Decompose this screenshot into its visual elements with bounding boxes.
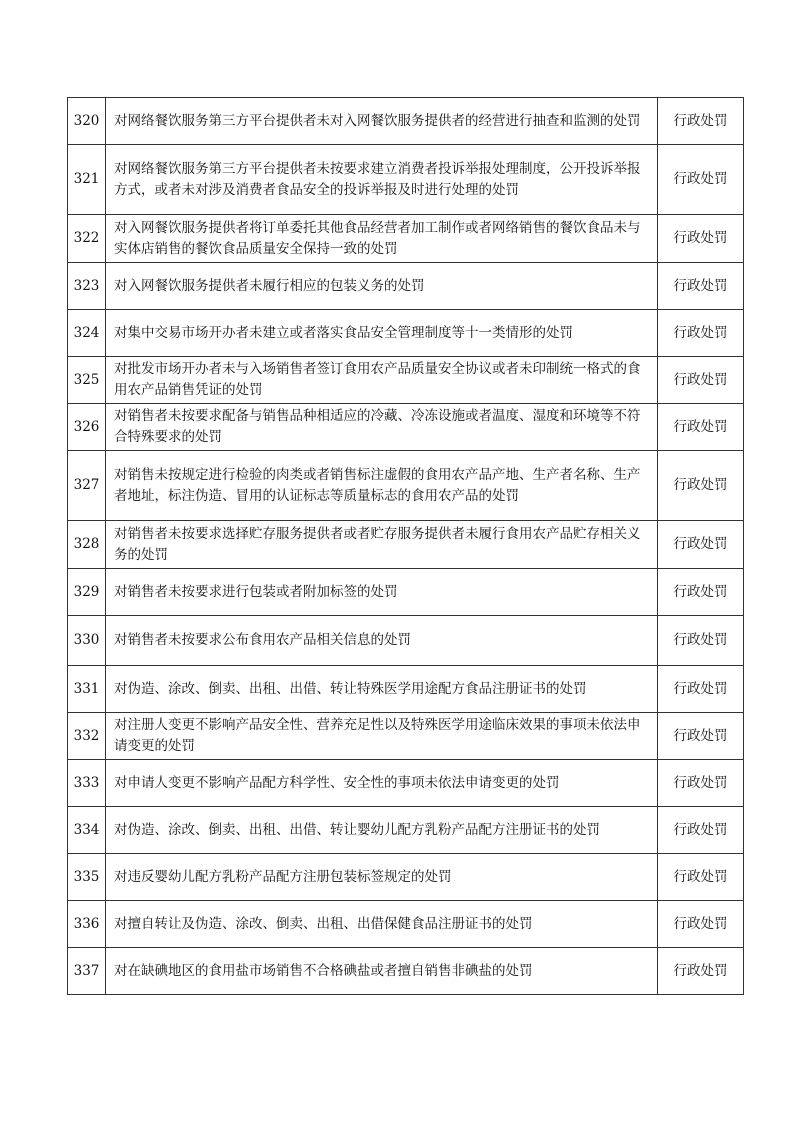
row-number: 337 <box>68 948 106 995</box>
table-row <box>68 451 744 521</box>
row-category: 行政处罚 <box>658 451 744 521</box>
row-description: 对销售者未按要求选择贮存服务提供者或者贮存服务提供者未履行食用农产品贮存相关义务的处罚 <box>106 521 658 569</box>
row-description: 对集中交易市场开办者未建立或者落实食品安全管理制度等十一类情形的处罚 <box>106 310 658 357</box>
row-category: 行政处罚 <box>658 760 744 807</box>
row-number: 336 <box>68 901 106 948</box>
table-row <box>68 948 744 995</box>
table-row <box>68 98 744 145</box>
row-number: 320 <box>68 98 106 145</box>
table-row <box>68 854 744 901</box>
row-number: 326 <box>68 404 106 451</box>
row-description: 对擅自转让及伪造、涂改、倒卖、出租、出借保健食品注册证书的处罚 <box>106 901 658 948</box>
row-category: 行政处罚 <box>658 948 744 995</box>
row-number: 327 <box>68 451 106 521</box>
table-row <box>68 404 744 451</box>
table-row <box>68 263 744 310</box>
row-description: 对伪造、涂改、倒卖、出租、出借、转让婴幼儿配方乳粉产品配方注册证书的处罚 <box>106 807 658 854</box>
row-description: 对注册人变更不影响产品安全性、营养充足性以及特殊医学用途临床效果的事项未依法申请变更的处罚 <box>106 713 658 760</box>
row-number: 323 <box>68 263 106 310</box>
row-category: 行政处罚 <box>658 713 744 760</box>
row-category: 行政处罚 <box>658 404 744 451</box>
row-number: 335 <box>68 854 106 901</box>
table-row <box>68 760 744 807</box>
row-category: 行政处罚 <box>658 357 744 404</box>
row-category: 行政处罚 <box>658 807 744 854</box>
row-number: 332 <box>68 713 106 760</box>
row-category: 行政处罚 <box>658 616 744 666</box>
row-description: 对网络餐饮服务第三方平台提供者未按要求建立消费者投诉举报处理制度，公开投诉举报方式，或者未对涉及消费者食品安全的投诉举报及时进行处理的处罚 <box>106 145 658 215</box>
table-row <box>68 310 744 357</box>
table-row <box>68 713 744 760</box>
table-row <box>68 616 744 666</box>
row-category: 行政处罚 <box>658 854 744 901</box>
penalty-items-table <box>67 97 744 995</box>
row-description: 对销售未按规定进行检验的肉类或者销售标注虚假的食用农产品产地、生产者名称、生产者地址，标注伪造、冒用的认证标志等质量标志的食用农产品的处罚 <box>106 451 658 521</box>
row-category: 行政处罚 <box>658 310 744 357</box>
row-number: 324 <box>68 310 106 357</box>
row-description: 对申请人变更不影响产品配方科学性、安全性的事项未依法申请变更的处罚 <box>106 760 658 807</box>
row-description: 对网络餐饮服务第三方平台提供者未对入网餐饮服务提供者的经营进行抽查和监测的处罚 <box>106 98 658 145</box>
row-category: 行政处罚 <box>658 569 744 616</box>
row-number: 333 <box>68 760 106 807</box>
table-row <box>68 666 744 713</box>
table-row <box>68 569 744 616</box>
row-category: 行政处罚 <box>658 263 744 310</box>
row-category: 行政处罚 <box>658 901 744 948</box>
row-category: 行政处罚 <box>658 215 744 263</box>
table-row <box>68 145 744 215</box>
row-description: 对销售者未按要求公布食用农产品相关信息的处罚 <box>106 616 658 666</box>
row-description: 对在缺碘地区的食用盐市场销售不合格碘盐或者擅自销售非碘盐的处罚 <box>106 948 658 995</box>
row-number: 321 <box>68 145 106 215</box>
table-row <box>68 357 744 404</box>
row-number: 334 <box>68 807 106 854</box>
row-description: 对销售者未按要求配备与销售品种相适应的冷藏、冷冻设施或者温度、湿度和环境等不符合特殊要求的处罚 <box>106 404 658 451</box>
row-description: 对伪造、涂改、倒卖、出租、出借、转让特殊医学用途配方食品注册证书的处罚 <box>106 666 658 713</box>
row-category: 行政处罚 <box>658 521 744 569</box>
row-number: 330 <box>68 616 106 666</box>
row-description: 对入网餐饮服务提供者将订单委托其他食品经营者加工制作或者网络销售的餐饮食品未与实体店销售的餐饮食品质量安全保持一致的处罚 <box>106 215 658 263</box>
row-category: 行政处罚 <box>658 98 744 145</box>
table-row <box>68 807 744 854</box>
row-category: 行政处罚 <box>658 666 744 713</box>
row-number: 322 <box>68 215 106 263</box>
table-row <box>68 215 744 263</box>
row-description: 对销售者未按要求进行包装或者附加标签的处罚 <box>106 569 658 616</box>
row-number: 331 <box>68 666 106 713</box>
row-description: 对批发市场开办者未与入场销售者签订食用农产品质量安全协议或者未印制统一格式的食用农产品销售凭证的处罚 <box>106 357 658 404</box>
row-description: 对违反婴幼儿配方乳粉产品配方注册包装标签规定的处罚 <box>106 854 658 901</box>
table-row <box>68 521 744 569</box>
row-number: 328 <box>68 521 106 569</box>
row-number: 329 <box>68 569 106 616</box>
table-row <box>68 901 744 948</box>
row-category: 行政处罚 <box>658 145 744 215</box>
row-description: 对入网餐饮服务提供者未履行相应的包装义务的处罚 <box>106 263 658 310</box>
row-number: 325 <box>68 357 106 404</box>
